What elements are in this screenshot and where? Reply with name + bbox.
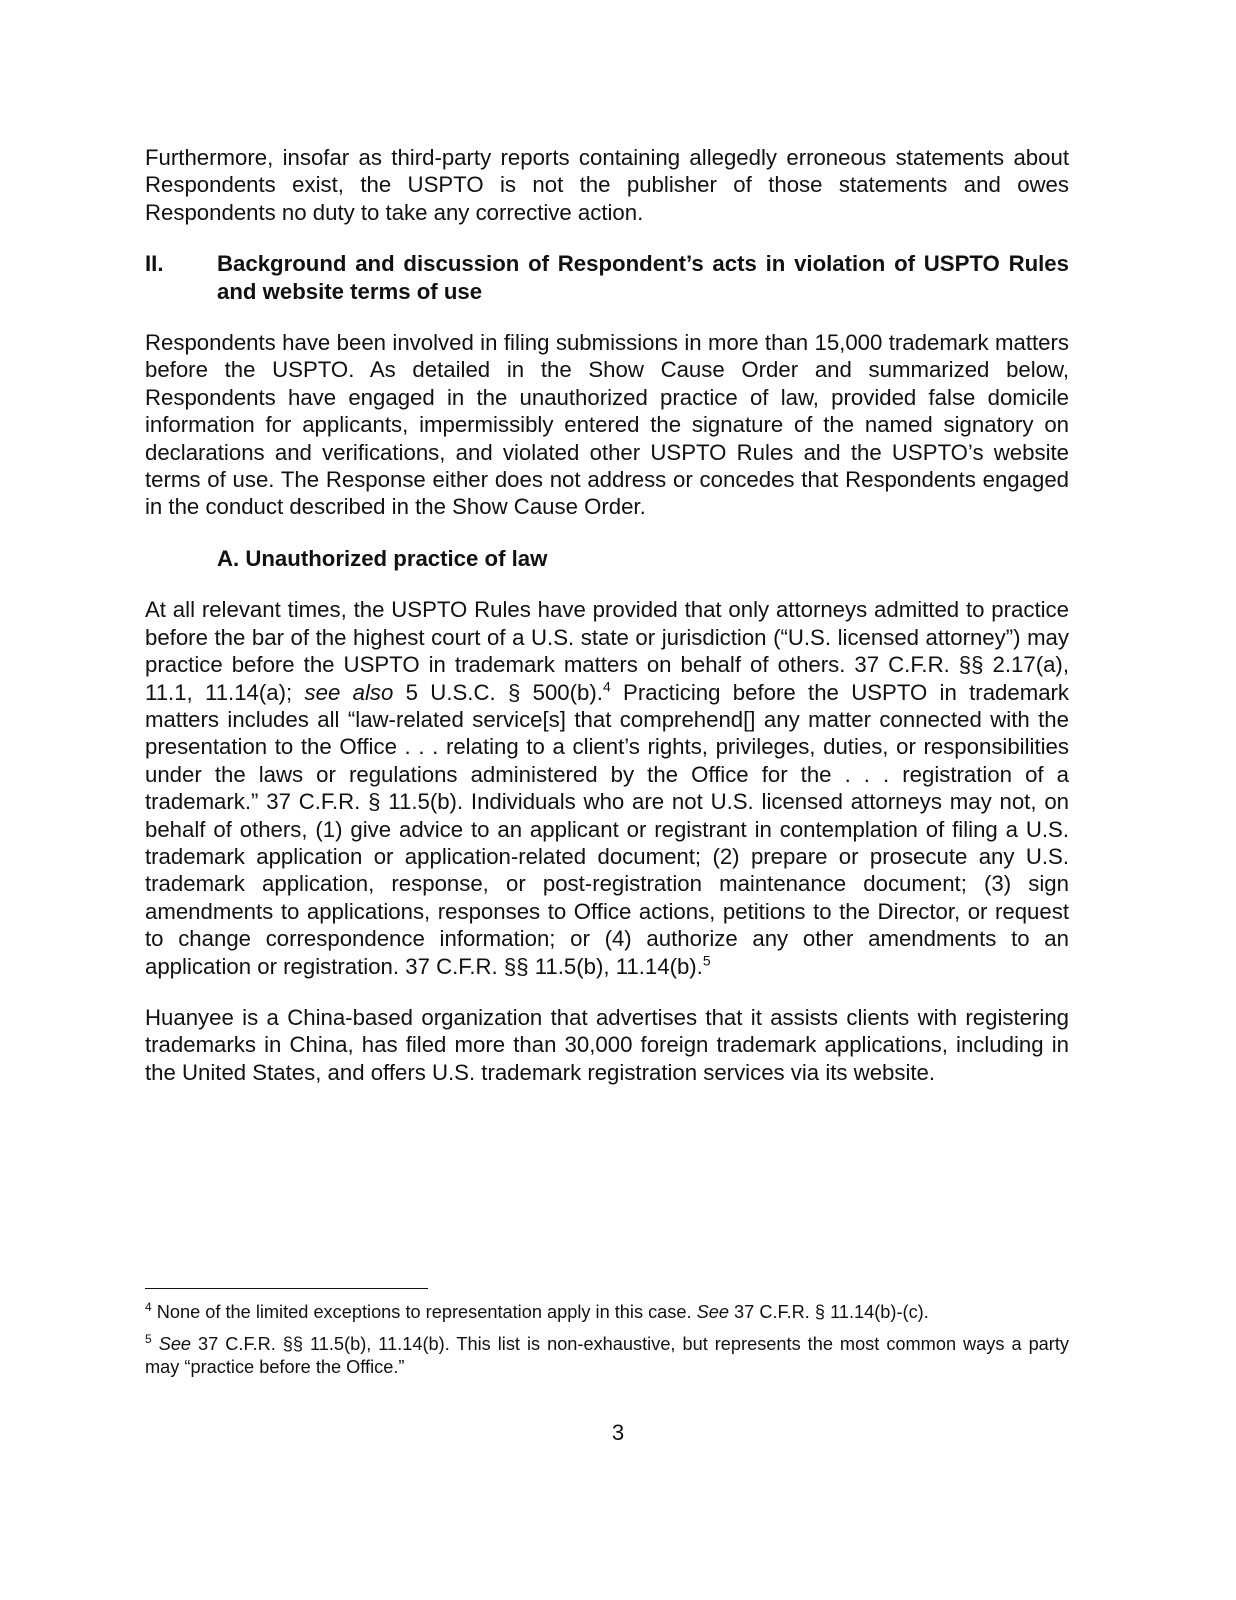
footnote-mark: 5	[145, 1331, 152, 1346]
subsection-heading: A. Unauthorized practice of law	[217, 545, 548, 571]
section-number: II.	[145, 251, 164, 277]
footnote-text: 37 C.F.R. § 11.14(b)-(c).	[729, 1302, 929, 1322]
paragraph-text: 5 U.S.C. § 500(b).	[393, 679, 603, 705]
huanyee-paragraph: Huanyee is a China-based organization that advertises that it assists clients with registering trademarks in China, has filed more than 30,000 foreign trademark applications, including in the United States, and offers U.S. trademark registration services via its website.	[145, 1004, 1069, 1085]
page-number: 3	[611, 1420, 625, 1445]
footnote-reference-4[interactable]: 4	[602, 678, 611, 695]
citation-signal: See	[696, 1302, 729, 1322]
section-title: Background and discussion of Respondent’s acts in violation of USPTO Rules and website terms of use	[217, 251, 1069, 304]
footnote-mark: 4	[145, 1299, 152, 1314]
footnote-text: 37 C.F.R. §§ 11.5(b), 11.14(b). This list is non-exhaustive, but represents the most common ways a party may “practice before the Office.”	[145, 1334, 1069, 1377]
background-paragraph: Respondents have been involved in filing submissions in more than 15,000 trademark matters before the USPTO. As detailed in the Show Cause Order and summarized below, Respondents have engaged in the unauthorized practice of law, provided false domicile information for applicants, impermissibly entered the signature of the named signatory on declarations and verifications, and violated other USPTO Rules and the USPTO’s website terms of use. The Response either does not address or concedes that Respondents engaged in the conduct described in the Show Cause Order.	[145, 330, 1069, 520]
unauthorized-practice-paragraph	[145, 596, 1069, 980]
citation-signal: See	[158, 1334, 192, 1354]
paragraph-text: Practicing before the USPTO in trademark matters includes all “law-related service[s] that comprehend[] any matter connected with the presentation to the Office . . . relating to a client’s rights, privileges, duties, or responsibilities under the laws or regulations administered by the Office for the . . . registration of a trademark.” 37 C.F.R. § 11.5(b). Individuals who are not U.S. licensed attorneys may not, on behalf of others, (1) give advice to an applicant or registrant in contemplation of filing a U.S. trademark application or application-related document; (2) prepare or prosecute any U.S. trademark application, response, or post-registration maintenance document; (3) sign amendments to applications, responses to Office actions, petitions to the Director, or request to change correspondence information; or (4) authorize any other amendments to an application or registration. 37 C.F.R. §§ 11.5(b), 11.14(b).	[145, 679, 1070, 979]
citation-signal: see also	[304, 679, 394, 705]
paragraph-text: At all relevant times, the USPTO Rules have provided that only attorneys admitted to practice before the bar of the highest court of a U.S. state or jurisdiction (“U.S. licensed attorney”) may practice before the USPTO in trademark matters on behalf of others. 37 C.F.R. §§ 2.17(a), 11.1, 11.14(a);	[145, 597, 1069, 705]
intro-paragraph: Furthermore, insofar as third-party reports containing allegedly erroneous statements about Respondents exist, the USPTO is not the publisher of those statements and owes Respondents no duty to take any corrective action.	[145, 145, 1069, 225]
section-heading	[145, 250, 1069, 305]
footnote-4	[145, 1301, 1069, 1324]
footnote-divider	[145, 1288, 428, 1289]
footnote-text: None of the limited exceptions to representation apply in this case.	[151, 1302, 697, 1322]
footnotes-section	[145, 1288, 1069, 1388]
footnote-reference-5[interactable]: 5	[702, 952, 711, 969]
footnote-5	[145, 1333, 1069, 1379]
body-content	[145, 144, 1069, 1086]
